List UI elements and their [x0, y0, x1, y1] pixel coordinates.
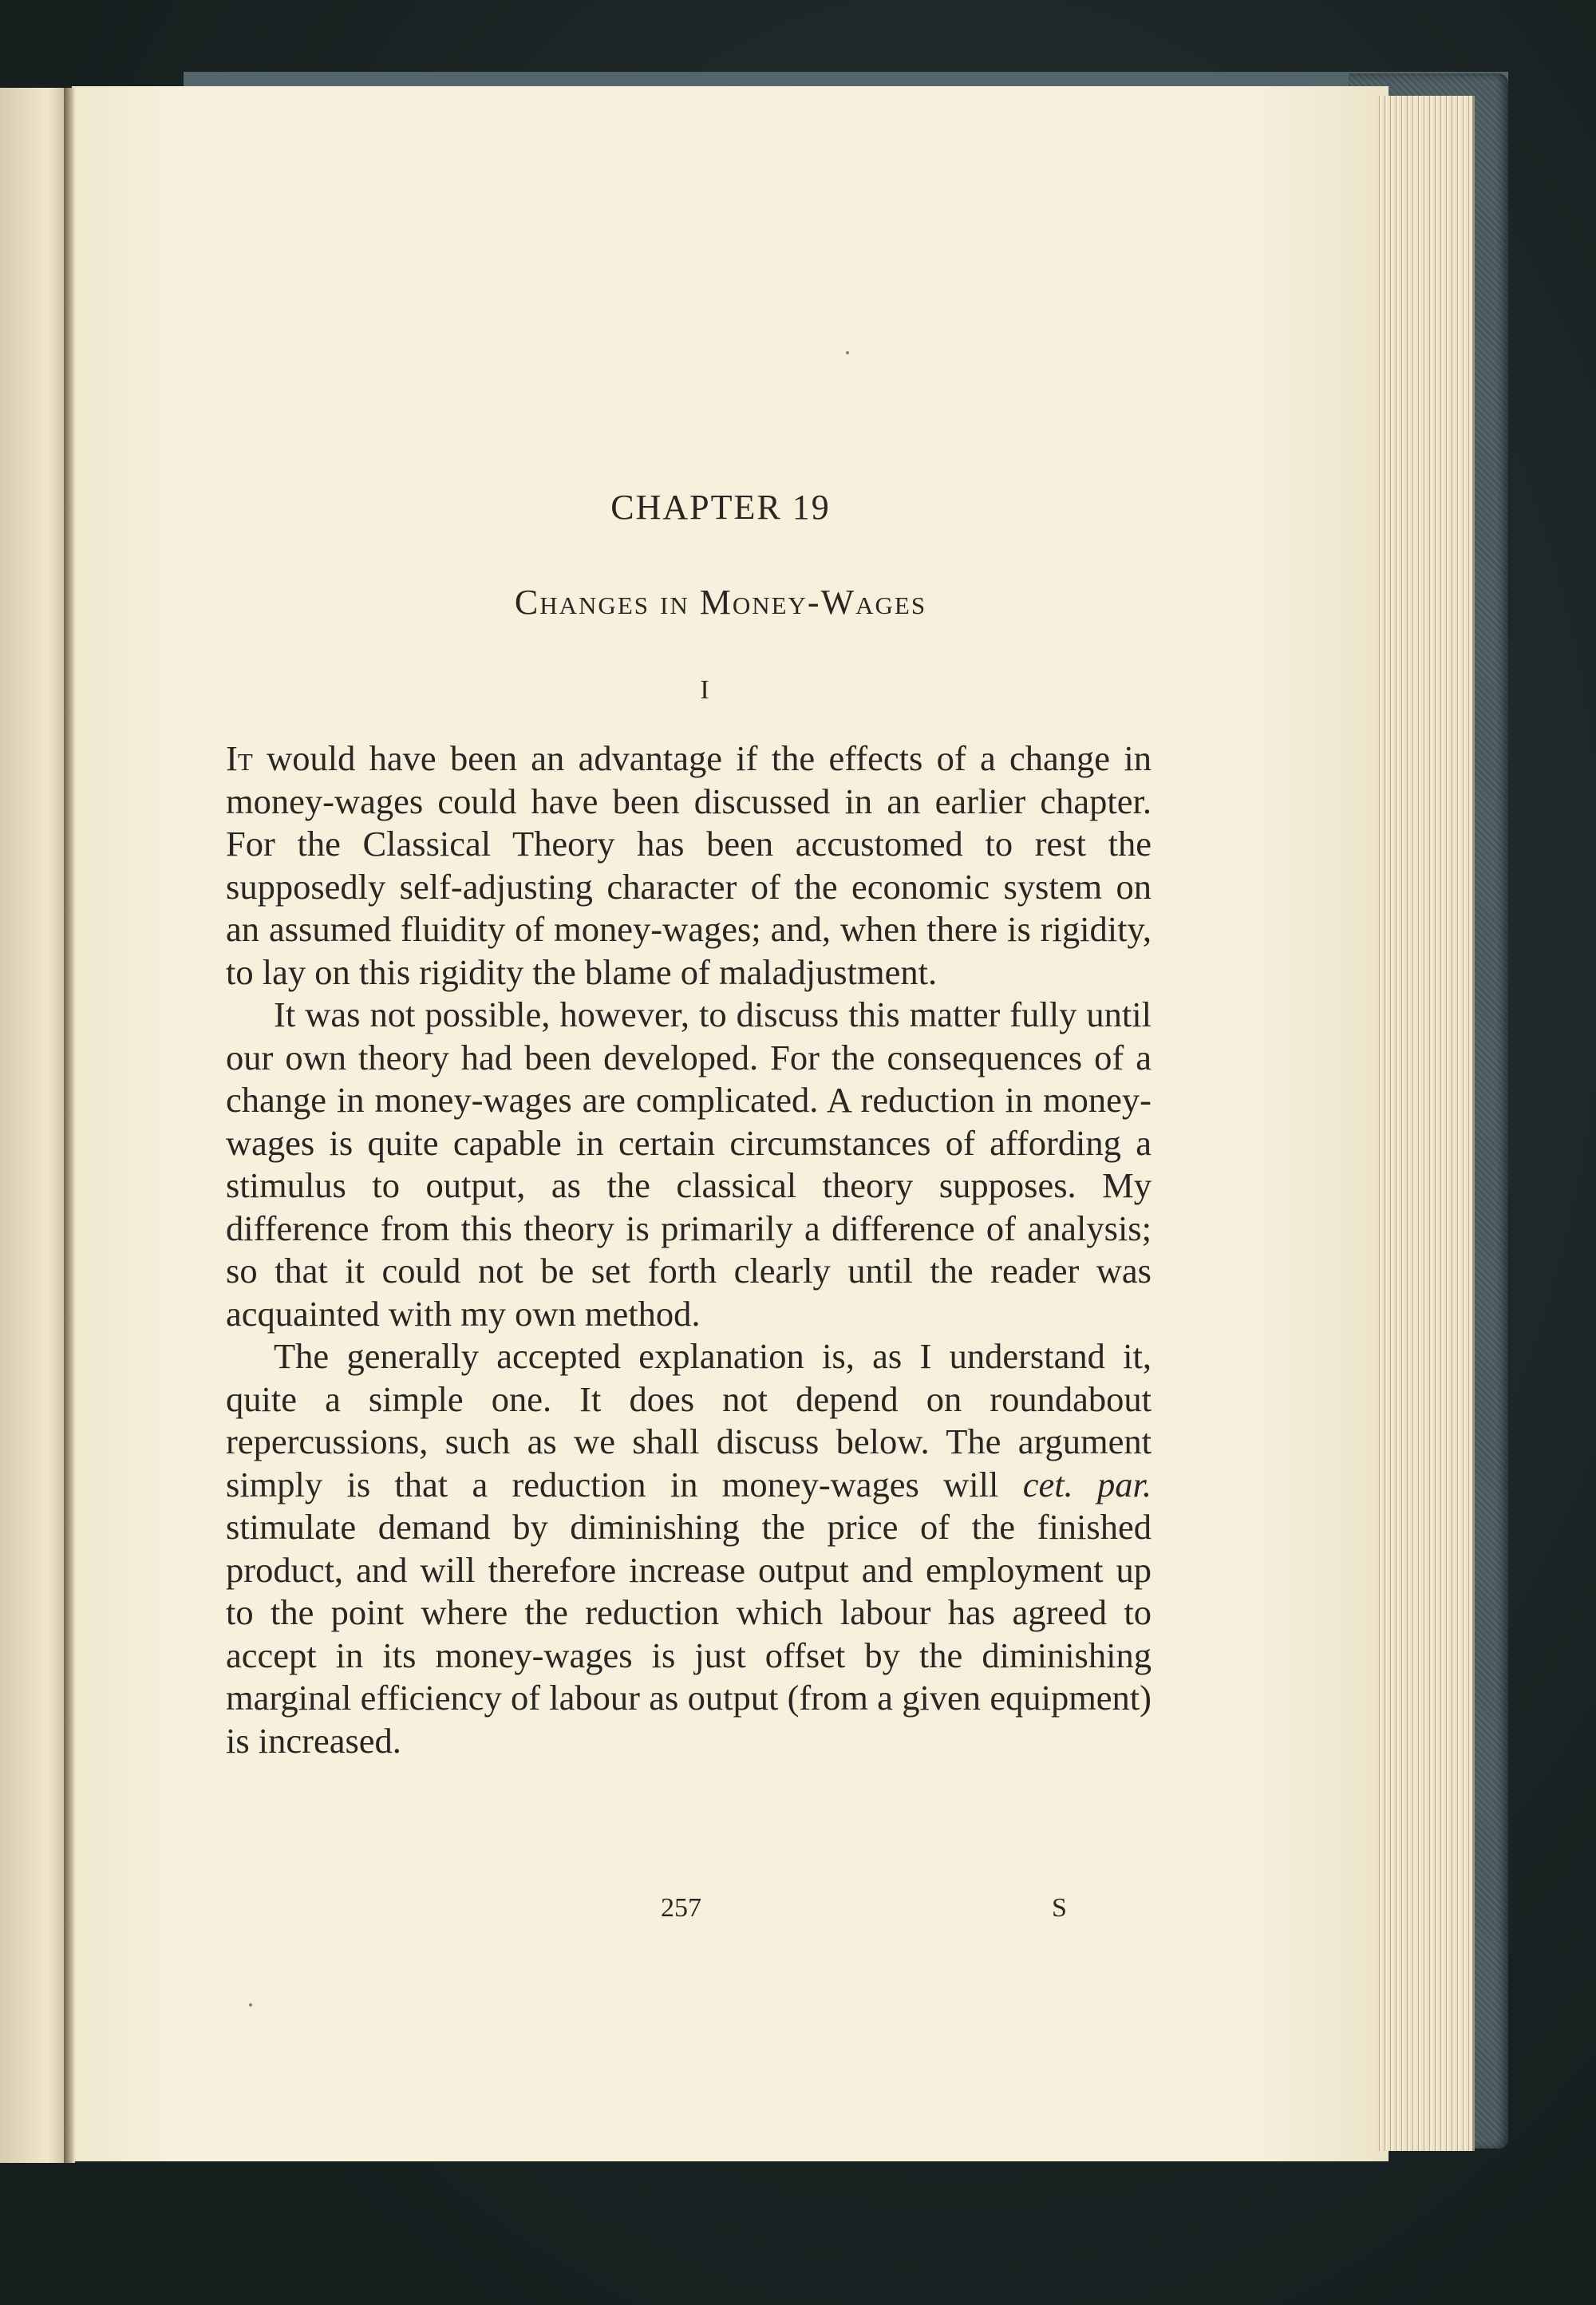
paragraph-text: stimulate demand by diminishing the price of the finished product, and will therefore increase output and employment up to the point where the reduction which labour has agreed to accept in its money-wages is just offset by the diminishing marginal efficiency of labour as output (from a given equipment) is increased.: [226, 1507, 1152, 1761]
paragraph-3: [226, 1335, 1152, 1762]
paragraph-lead: It: [226, 738, 253, 778]
page-footer: [226, 1893, 1067, 1933]
page-content: [226, 487, 1152, 1762]
paper-speck: [846, 351, 849, 354]
body-text: [226, 737, 1152, 1762]
paragraph-1: [226, 737, 1152, 994]
paragraph-text: The generally accepted explanation is, as I understand it, quite a simple one. It does not depend on roundabout repercussions, such as we shall discuss below. The argument simply is that a reduction in money-wages will: [226, 1336, 1152, 1504]
left-page-edge: [0, 88, 69, 2163]
italic-phrase: cet. par.: [1022, 1464, 1152, 1504]
paragraph-2: [226, 994, 1152, 1335]
chapter-title: Changes in Money-Wages: [514, 583, 927, 622]
page-number: 257: [661, 1893, 701, 1923]
paper-speck: [249, 2003, 252, 2006]
section-number: I: [700, 675, 709, 705]
chapter-number: CHAPTER 19: [610, 488, 831, 527]
paragraph-text: It was not possible, however, to discuss this matter fully until our own theory had been developed. For the consequences of a change in money-wages are complicated. A reduction in money-wages is quite capable in certain circumstances of affording a stimulus to output, as the classical theory supposes. My difference from this theory is primarily a difference of analysis; so that it could not be set forth clearly until the reader was acquainted with my own method.: [226, 994, 1152, 1334]
page-stack-edges: [1377, 96, 1475, 2151]
page-gutter: [64, 88, 75, 2163]
paragraph-text: would have been an advantage if the effects of a change in money-wages could have been discussed in an earlier chapter. For the Classical Theory has been accustomed to rest the supposedly self-adjusting character of the economic system on an assumed fluidity of money-wages; and, when there is rigidity, to lay on this rigidity the blame of maladjustment.: [226, 738, 1152, 992]
signature-mark: S: [1052, 1893, 1067, 1923]
